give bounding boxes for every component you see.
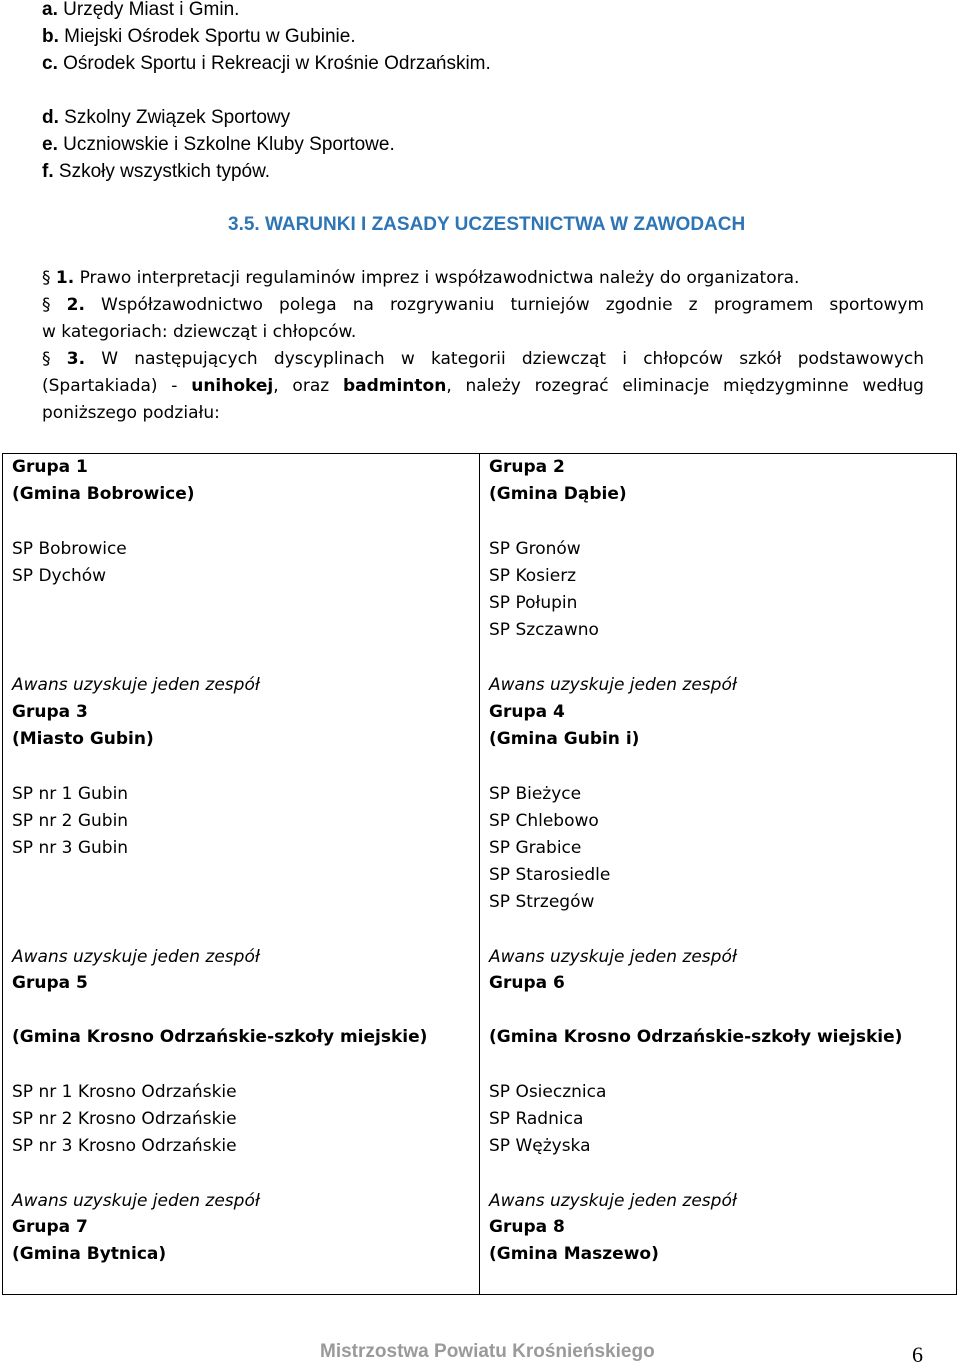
list-item	[42, 131, 491, 158]
page-footer: Mistrzostwa Powiatu Krośnieńskiego	[320, 1341, 655, 1362]
group-8-cell	[489, 1214, 659, 1268]
group-6-cell	[489, 970, 902, 1215]
school-item: SP nr 2 Krosno Odrzańskie	[12, 1108, 237, 1129]
group-note: Awans uzyskuje jeden zespół	[12, 1190, 260, 1211]
section-sign: §	[42, 295, 51, 315]
group-4-cell	[489, 699, 737, 971]
group-title: Grupa 6	[489, 973, 565, 993]
group-area: (Miasto Gubin)	[12, 729, 154, 750]
group-1-cell	[12, 454, 260, 699]
school-item: SP Radnica	[489, 1108, 584, 1129]
paragraph-1	[42, 265, 924, 292]
group-title: Grupa 4	[489, 702, 565, 722]
list-letter: c.	[42, 53, 58, 74]
school-item: SP Gronów	[489, 538, 581, 559]
group-area: (Gmina Gubin i)	[489, 729, 640, 750]
group-area: (Gmina Bobrowice)	[12, 484, 195, 505]
group-title: Grupa 3	[12, 702, 88, 722]
group-3-cell	[12, 699, 260, 971]
school-item: SP Szczawno	[489, 620, 599, 641]
list-text: Urzędy Miast i Gmin.	[63, 0, 240, 20]
school-item: SP nr 3 Gubin	[12, 837, 129, 858]
list-text: Szkoły wszystkich typów.	[58, 161, 271, 182]
list-text: Miejski Ośrodek Sportu w Gubinie.	[64, 26, 356, 47]
paragraph-2	[42, 292, 924, 346]
organizers-list	[42, 0, 491, 185]
school-item: SP Chlebowo	[489, 810, 599, 831]
paragraph-number: 2.	[66, 295, 85, 315]
school-item: SP Połupin	[489, 592, 578, 613]
list-letter: a.	[42, 0, 58, 20]
list-text: Ośrodek Sportu i Rekreacji w Krośnie Odrzańskim.	[63, 53, 491, 74]
group-area: (Gmina Dąbie)	[489, 484, 627, 505]
group-area: (Gmina Krosno Odrzańskie-szkoły wiejskie)	[489, 1027, 903, 1048]
paragraph-number: 1.	[55, 268, 75, 288]
group-note: Awans uzyskuje jeden zespół	[489, 674, 737, 695]
paragraph-text: Prawo interpretacji regulaminów imprez i współzawodnictwa należy do organizatora.	[79, 268, 800, 288]
paragraph-text: , oraz	[273, 376, 343, 396]
section-sign: §	[42, 349, 51, 369]
group-note: Awans uzyskuje jeden zespół	[12, 674, 260, 695]
paragraph-text: , należy rozegrać eliminacje międzygminne według	[446, 376, 924, 396]
group-area: (Gmina Bytnica)	[12, 1244, 167, 1265]
group-note: Awans uzyskuje jeden zespół	[12, 946, 260, 967]
paragraph-line	[42, 292, 924, 319]
list-letter: b.	[42, 26, 59, 47]
list-item	[42, 104, 491, 131]
discipline-unihokej: unihokej	[191, 376, 274, 396]
group-2-cell	[489, 454, 737, 699]
school-item: SP Starosiedle	[489, 865, 611, 886]
school-item: SP Osiecznica	[489, 1081, 607, 1102]
school-item: SP Bieżyce	[489, 783, 582, 804]
list-item	[42, 158, 491, 185]
group-title: Grupa 8	[489, 1217, 565, 1237]
school-item: SP Dychów	[12, 565, 107, 586]
school-item: SP Kosierz	[489, 565, 577, 586]
column-divider	[479, 454, 480, 1294]
paragraph-line	[42, 346, 924, 373]
group-note: Awans uzyskuje jeden zespół	[489, 1190, 737, 1211]
school-item: SP Strzegów	[489, 892, 595, 913]
list-item	[42, 50, 491, 77]
group-title: Grupa 5	[12, 973, 88, 993]
paragraph-line: poniższego podziału:	[42, 403, 220, 423]
list-letter: f.	[42, 161, 54, 182]
school-item: SP Bobrowice	[12, 538, 127, 559]
school-item: SP Wężyska	[489, 1136, 591, 1157]
list-item	[42, 23, 491, 50]
school-item: SP nr 1 Gubin	[12, 783, 129, 804]
school-item: SP nr 3 Krosno Odrzańskie	[12, 1136, 237, 1157]
list-letter: d.	[42, 107, 59, 128]
page-number: 6	[912, 1342, 923, 1367]
paragraph-3	[42, 346, 924, 427]
paragraph-line: w kategoriach: dziewcząt i chłopców.	[42, 322, 357, 342]
section-heading: 3.5. WARUNKI I ZASADY UCZESTNICTWA W ZAWODACH	[228, 214, 746, 235]
list-item	[42, 0, 491, 23]
list-text: Szkolny Związek Sportowy	[64, 107, 291, 128]
list-text: Uczniowskie i Szkolne Kluby Sportowe.	[63, 134, 395, 155]
school-item: SP Grabice	[489, 837, 582, 858]
group-note: Awans uzyskuje jeden zespół	[489, 946, 737, 967]
list-letter: e.	[42, 134, 58, 155]
group-title: Grupa 1	[12, 457, 88, 477]
paragraph-text: W następujących dyscyplinach w kategorii dziewcząt i chłopców szkół podstawowych	[101, 349, 925, 369]
group-5-cell	[12, 970, 427, 1215]
section-sign: §	[42, 268, 51, 288]
paragraph-line	[42, 265, 924, 292]
paragraph-line	[42, 373, 924, 400]
discipline-badminton: badminton	[342, 376, 447, 396]
paragraph-text: Współzawodnictwo polega na rozgrywaniu turniejów zgodnie z programem sportowym	[101, 295, 925, 315]
group-7-cell	[12, 1214, 166, 1268]
group-title: Grupa 2	[489, 457, 565, 477]
school-item: SP nr 1 Krosno Odrzańskie	[12, 1081, 237, 1102]
group-title: Grupa 7	[12, 1217, 88, 1237]
school-item: SP nr 2 Gubin	[12, 810, 129, 831]
group-area: (Gmina Maszewo)	[489, 1244, 659, 1265]
group-area: (Gmina Krosno Odrzańskie-szkoły miejskie)	[12, 1027, 428, 1048]
paragraph-number: 3.	[66, 349, 86, 369]
paragraph-text: (Spartakiada) -	[42, 376, 192, 396]
